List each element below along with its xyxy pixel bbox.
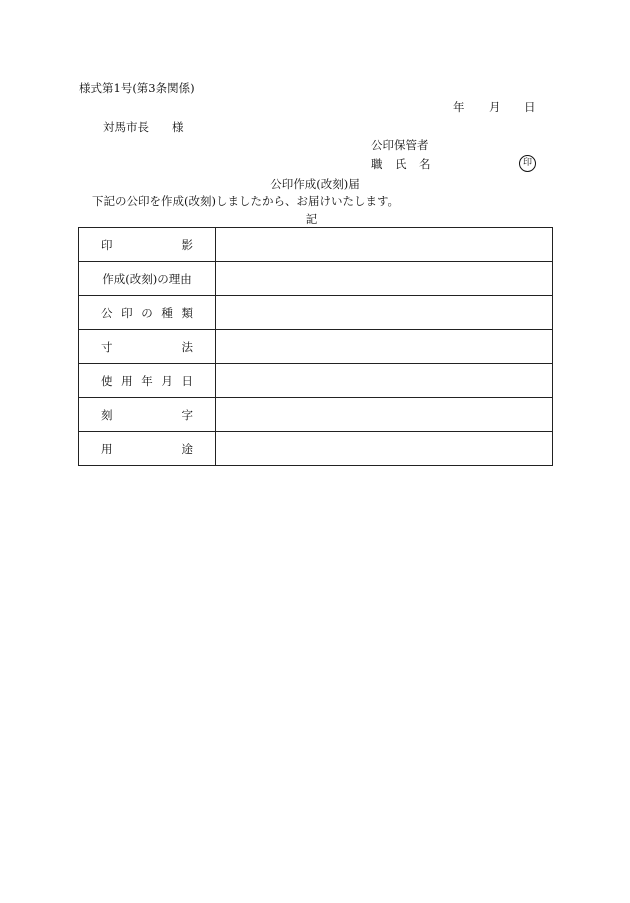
row-label bbox=[79, 407, 215, 423]
row-label-text: 用 bbox=[101, 441, 113, 456]
row-label-text: 作成(改刻)の理由 bbox=[102, 271, 192, 286]
table-row bbox=[79, 296, 553, 330]
row-value-cell[interactable] bbox=[216, 398, 553, 432]
seal-mark: 印 bbox=[519, 155, 536, 172]
table-row bbox=[79, 330, 553, 364]
table-row bbox=[79, 262, 553, 296]
row-label-cell bbox=[79, 364, 216, 398]
row-value-cell[interactable] bbox=[216, 228, 553, 262]
addressee: 対馬市長 様 bbox=[103, 120, 184, 134]
date-line bbox=[453, 100, 536, 114]
row-label bbox=[79, 271, 215, 287]
row-label-text: 使 bbox=[101, 373, 113, 388]
row-label bbox=[79, 237, 215, 253]
row-label-text: 印 bbox=[121, 305, 133, 320]
row-label-text: 寸 bbox=[101, 339, 113, 354]
row-label-text: 影 bbox=[181, 237, 193, 252]
row-label-text: 種 bbox=[161, 305, 173, 320]
row-value-cell[interactable] bbox=[216, 330, 553, 364]
row-label bbox=[79, 373, 215, 389]
date-month-label: 月 bbox=[489, 100, 501, 114]
date-year-label: 年 bbox=[453, 100, 465, 114]
row-label-text: 字 bbox=[181, 407, 193, 422]
table-row bbox=[79, 228, 553, 262]
row-label-text: 月 bbox=[161, 373, 173, 388]
row-label-text: 公 bbox=[101, 305, 113, 320]
document-title: 公印作成(改刻)届 bbox=[270, 177, 360, 191]
row-label-text: 日 bbox=[181, 373, 193, 388]
row-label bbox=[79, 305, 215, 321]
name-label-char: 職 bbox=[371, 157, 383, 171]
row-label bbox=[79, 441, 215, 457]
intro-text: 下記の公印を作成(改刻)しましたから、お届けいたします。 bbox=[92, 194, 400, 208]
row-label-cell bbox=[79, 228, 216, 262]
name-label-char: 氏 bbox=[395, 157, 407, 171]
details-table bbox=[78, 227, 553, 466]
row-label-cell bbox=[79, 432, 216, 466]
table-row bbox=[79, 398, 553, 432]
row-label-text: 用 bbox=[121, 373, 133, 388]
row-label-cell bbox=[79, 398, 216, 432]
row-label-text: 法 bbox=[181, 339, 193, 354]
row-label-text: 印 bbox=[101, 237, 113, 252]
row-label-text: 途 bbox=[181, 441, 193, 456]
row-label bbox=[79, 339, 215, 355]
row-label-cell bbox=[79, 330, 216, 364]
row-value-cell[interactable] bbox=[216, 262, 553, 296]
row-label-text: 年 bbox=[141, 373, 153, 388]
note-label: 記 bbox=[305, 212, 318, 226]
form-number: 様式第1号(第3条関係) bbox=[79, 81, 195, 95]
holder-name-row bbox=[371, 157, 536, 171]
holder-title: 公印保管者 bbox=[371, 138, 429, 152]
row-label-text: 類 bbox=[181, 305, 193, 320]
table-row bbox=[79, 364, 553, 398]
name-label-char: 名 bbox=[419, 157, 431, 171]
table-row bbox=[79, 432, 553, 466]
row-value-cell[interactable] bbox=[216, 432, 553, 466]
row-value-cell[interactable] bbox=[216, 364, 553, 398]
row-label-text: の bbox=[141, 305, 153, 320]
date-day-label: 日 bbox=[524, 100, 536, 114]
row-label-cell bbox=[79, 262, 216, 296]
row-value-cell[interactable] bbox=[216, 296, 553, 330]
row-label-cell bbox=[79, 296, 216, 330]
row-label-text: 刻 bbox=[101, 407, 113, 422]
